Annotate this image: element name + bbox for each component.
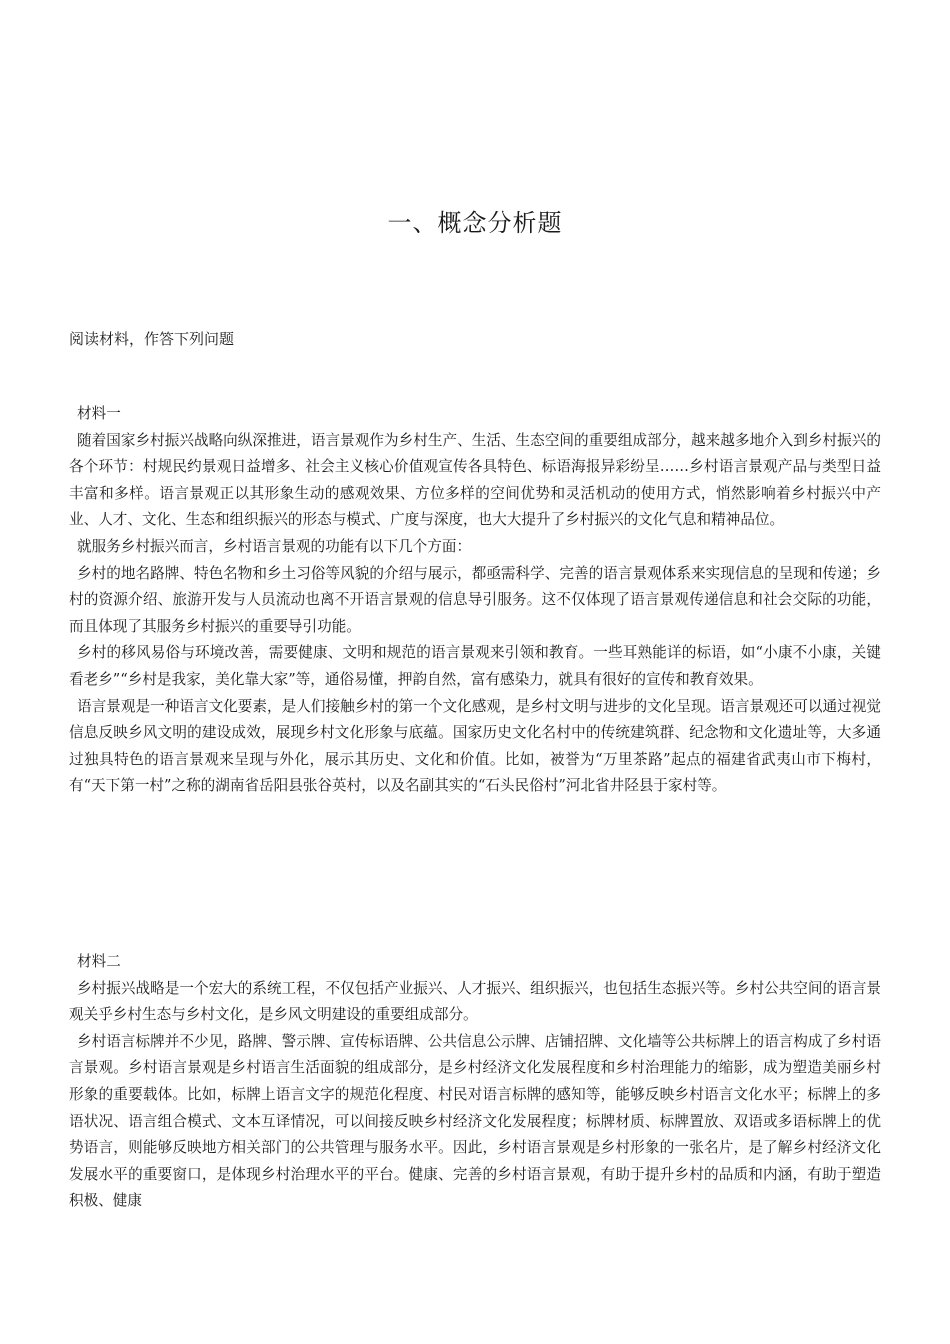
material-one-heading: 材料一: [77, 405, 121, 422]
material-one-paragraph: 随着国家乡村振兴战略向纵深推进，语言景观作为乡村生产、生活、生态空间的重要组成部分，越来越多地介入到乡村振兴的各个环节：村规民约景观日益增多、社会主义核心价值观宣传各具特色、标语海报异彩纷呈……乡村语言景观产品与类型日益丰富和多样。语言景观正以其形象生动的感观效果、方位多样的空间优势和灵活机动的使用方式，悄然影响着乡村振兴中产业、人才、文化、生态和组织振兴的形态与模式、广度与深度，也大大提升了乡村振兴的文化气息和精神品位。: [69, 431, 881, 529]
material-two-paragraph: 乡村语言标牌并不少见，路牌、警示牌、宣传标语牌、公共信息公示牌、店铺招牌、文化墙等公共标牌上的语言构成了乡村语言景观。乡村语言景观是乡村语言生活面貌的组成部分，是乡村经济文化发展程度和乡村治理能力的缩影，成为塑造美丽乡村形象的重要载体。比如，标牌上语言文字的规范化程度、村民对语言标牌的感知等，能够反映乡村语言文化水平；标牌上的多语状况、语言组合模式、文本互译情况，可以间接反映乡村经济文化发展程度；标牌材质、标牌置放、双语或多语标牌上的优势语言，则能够反映地方相关部门的公共管理与服务水平。因此，乡村语言景观是乡村形象的一张名片，是了解乡村经济文化发展水平的重要窗口，是体现乡村治理水平的平台。健康、完善的乡村语言景观，有助于提升乡村的品质和内涵，有助于塑造积极、健康: [69, 1032, 881, 1210]
page-title: 一、概念分析题: [387, 209, 563, 237]
material-two-paragraph: 乡村振兴战略是一个宏大的系统工程，不仅包括产业振兴、人才振兴、组织振兴，也包括生态振兴等。乡村公共空间的语言景观关乎乡村生态与乡村文化，是乡风文明建设的重要组成部分。: [69, 979, 881, 1024]
material-one-paragraph: 乡村的地名路牌、特色名物和乡土习俗等风貌的介绍与展示，都亟需科学、完善的语言景观体系来实现信息的呈现和传递；乡村的资源介绍、旅游开发与人员流动也离不开语言景观的信息导引服务。这不仅体现了语言景观传递信息和社会交际的功能，而且体现了其服务乡村振兴的重要导引功能。: [69, 564, 881, 635]
material-two-section: [69, 949, 881, 1215]
material-one-paragraph: 乡村的移风易俗与环境改善，需要健康、文明和规范的语言景观来引领和教育。一些耳熟能详的标语，如“小康不小康，关键看老乡”“乡村是我家，美化靠大家”等，通俗易懂，押韵自然，富有感染力，就具有很好的宣传和教育效果。: [69, 644, 881, 688]
material-one-paragraph: 就服务乡村振兴而言，乡村语言景观的功能有以下几个方面：: [77, 537, 472, 555]
material-two-heading: 材料二: [77, 953, 121, 970]
material-one-section: [69, 401, 881, 800]
instruction-text: 阅读材料，作答下列问题: [69, 330, 235, 348]
material-one-paragraph: 语言景观是一种语言文化要素，是人们接触乡村的第一个文化感观，是乡村文明与进步的文化呈现。语言景观还可以通过视觉信息反映乡风文明的建设成效，展现乡村文化形象与底蕴。国家历史文化名村中的传统建筑群、纪念物和文化遗址等，大多通过独具特色的语言景观来呈现与外化，展示其历史、文化和价值。比如，被誉为“万里茶路”起点的福建省武夷山市下梅村，有“天下第一村”之称的湖南省岳阳县张谷英村，以及名副其实的“石头民俗村”河北省井陉县于家村等。: [69, 697, 881, 795]
